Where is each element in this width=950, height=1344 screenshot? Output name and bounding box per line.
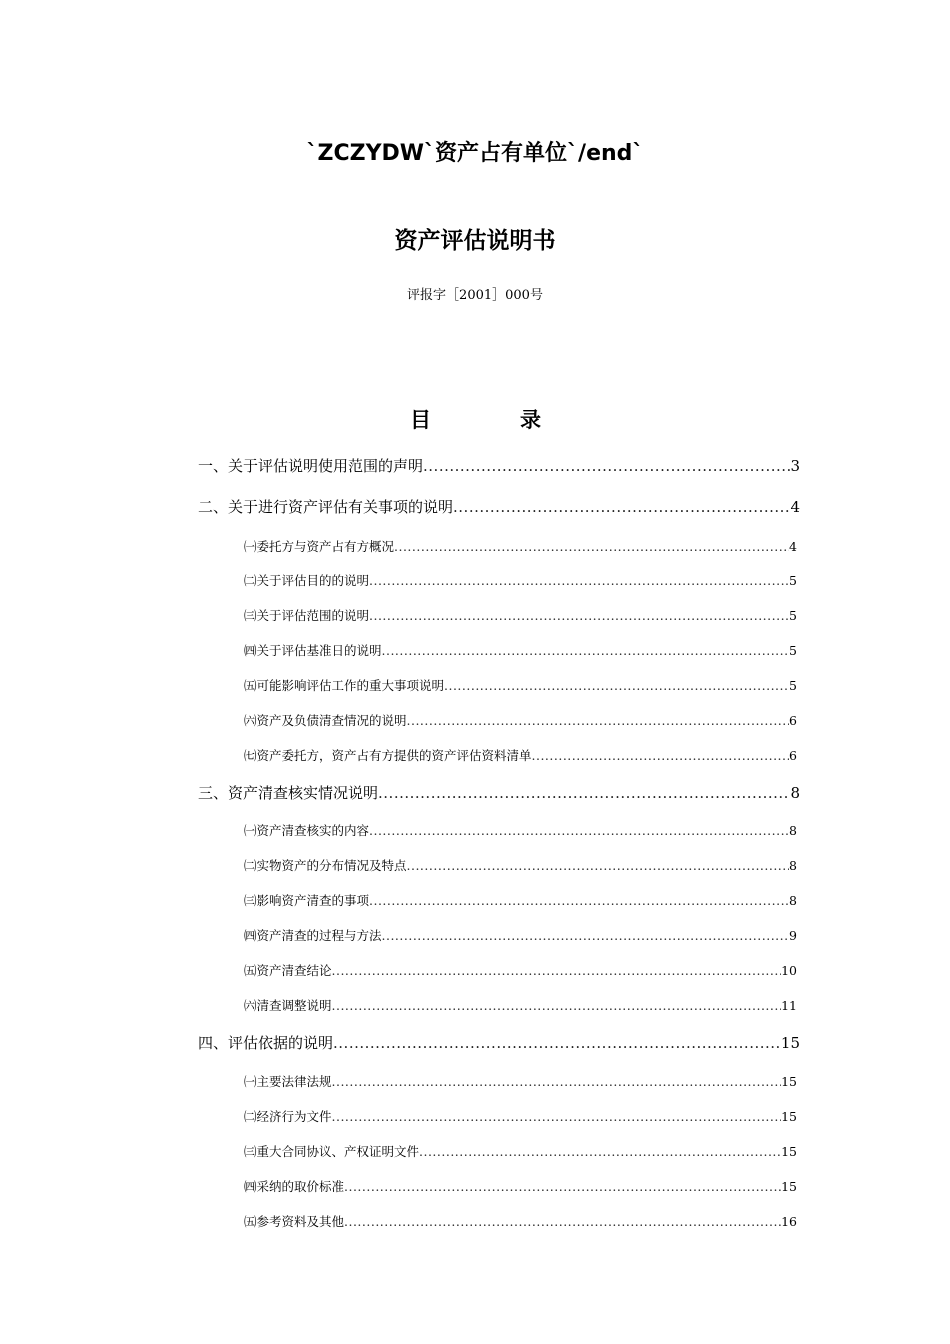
toc-entry-label: ㈤可能影响评估工作的重大事项说明	[244, 678, 445, 693]
toc-entry[interactable]	[244, 926, 797, 944]
toc-entry-page-number: 5	[789, 643, 797, 658]
toc-entry[interactable]	[198, 782, 800, 803]
toc-entry-page-number: 9	[789, 928, 797, 943]
toc-heading	[0, 404, 950, 434]
toc-entry[interactable]	[198, 1032, 800, 1053]
toc-entry-page-number: 8	[789, 858, 797, 873]
toc-heading-char-2: 录	[520, 408, 541, 432]
toc-entry-label: 三、资产清查核实情况说明	[198, 784, 379, 802]
toc-dot-leader	[344, 1214, 781, 1229]
toc-entry-label: ㈠委托方与资产占有方概况	[244, 539, 395, 554]
toc-dot-leader	[369, 573, 789, 588]
toc-dot-leader	[382, 928, 790, 943]
toc-entry-page-number: 15	[781, 1179, 797, 1194]
toc-entry-page-number: 5	[789, 573, 797, 588]
toc-entry-page-number: 16	[781, 1214, 797, 1229]
toc-entry-page-number: 5	[789, 608, 797, 623]
toc-entry[interactable]	[244, 641, 797, 659]
toc-entry-label: ㈣关于评估基准日的说明	[244, 643, 382, 658]
toc-dot-leader	[332, 1109, 782, 1124]
toc-entry-page-number: 8	[790, 784, 800, 802]
toc-entry-page-number: 15	[780, 1034, 800, 1052]
toc-entry-page-number: 4	[790, 498, 800, 516]
toc-entry[interactable]	[198, 455, 800, 476]
toc-entry-page-number: 15	[781, 1144, 797, 1159]
toc-entry-page-number: 6	[789, 748, 797, 763]
toc-entry-label: ㈣资产清查的过程与方法	[244, 928, 382, 943]
toc-entry-label: ㈢关于评估范围的说明	[244, 608, 370, 623]
toc-entry-page-number: 11	[781, 998, 797, 1013]
toc-entry-page-number: 15	[781, 1074, 797, 1089]
toc-dot-leader	[333, 1034, 781, 1052]
toc-entry-label: ㈢重大合同协议、产权证明文件	[244, 1144, 420, 1159]
toc-entry-label: ㈠资产清查核实的内容	[244, 823, 370, 838]
toc-entry-label: ㈤参考资料及其他	[244, 1214, 345, 1229]
toc-dot-leader	[332, 963, 782, 978]
toc-dot-leader	[444, 678, 789, 693]
toc-entry-page-number: 6	[789, 713, 797, 728]
toc-entry[interactable]	[244, 537, 797, 555]
toc-entry[interactable]	[244, 571, 797, 589]
toc-entry-page-number: 3	[790, 457, 800, 475]
toc-entry-page-number: 10	[781, 963, 797, 978]
toc-entry[interactable]	[244, 891, 797, 909]
toc-entry[interactable]	[244, 676, 797, 694]
toc-dot-leader	[332, 1074, 782, 1089]
toc-entry[interactable]	[244, 996, 797, 1014]
toc-entry[interactable]	[244, 821, 797, 839]
toc-dot-leader	[532, 748, 790, 763]
toc-entry-page-number: 15	[781, 1109, 797, 1124]
toc-dot-leader	[378, 784, 790, 802]
toc-dot-leader	[344, 1179, 781, 1194]
toc-dot-leader	[407, 713, 790, 728]
toc-entry[interactable]	[244, 1107, 797, 1125]
toc-entry-label: 二、关于进行资产评估有关事项的说明	[198, 498, 454, 516]
toc-entry-label: ㈡经济行为文件	[244, 1109, 332, 1124]
toc-entry[interactable]	[198, 496, 800, 517]
toc-entry[interactable]	[244, 1142, 797, 1160]
toc-dot-leader	[394, 539, 789, 554]
document-title: `ZCZYDW`资产占有单位`/end`	[306, 141, 644, 166]
toc-entry-label: ㈡实物资产的分布情况及特点	[244, 858, 407, 873]
toc-entry[interactable]	[244, 961, 797, 979]
toc-dot-leader	[369, 608, 789, 623]
toc-entry-page-number: 5	[789, 678, 797, 693]
toc-dot-leader	[407, 858, 790, 873]
toc-entry-page-number: 4	[789, 539, 797, 554]
toc-entry[interactable]	[244, 1212, 797, 1230]
toc-dot-leader	[382, 643, 790, 658]
toc-entry[interactable]	[244, 1072, 797, 1090]
toc-entry[interactable]	[244, 606, 797, 624]
toc-entry-page-number: 8	[789, 893, 797, 908]
toc-entry-label: ㈢影响资产清查的事项	[244, 893, 370, 908]
toc-entry-label: ㈥资产及负债清查情况的说明	[244, 713, 407, 728]
toc-entry[interactable]	[244, 1177, 797, 1195]
toc-dot-leader	[423, 457, 790, 475]
toc-entry-label: 四、评估依据的说明	[198, 1034, 334, 1052]
toc-dot-leader	[369, 823, 789, 838]
toc-entry[interactable]	[244, 711, 797, 729]
toc-entry-label: ㈦资产委托方，资产占有方提供的资产评估资料清单	[244, 748, 532, 763]
toc-entry-label: ㈥清查调整说明	[244, 998, 332, 1013]
toc-dot-leader	[453, 498, 790, 516]
toc-entry-label: ㈡关于评估目的的说明	[244, 573, 370, 588]
toc-entry-label: ㈤资产清查结论	[244, 963, 332, 978]
toc-entry[interactable]	[244, 746, 797, 764]
toc-entry-label: 一、关于评估说明使用范围的声明	[198, 457, 424, 475]
toc-entry-label: ㈣采纳的取价标准	[244, 1179, 345, 1194]
toc-dot-leader	[419, 1144, 781, 1159]
toc-dot-leader	[332, 998, 782, 1013]
toc-entry-label: ㈠主要法律法规	[244, 1074, 332, 1089]
document-subtitle: 资产评估说明书	[394, 228, 556, 254]
toc-heading-char-1: 目	[410, 408, 431, 432]
toc-entry[interactable]	[244, 856, 797, 874]
toc-entry-page-number: 8	[789, 823, 797, 838]
toc-dot-leader	[369, 893, 789, 908]
document-number: 评报字［2001］000号	[407, 288, 543, 303]
